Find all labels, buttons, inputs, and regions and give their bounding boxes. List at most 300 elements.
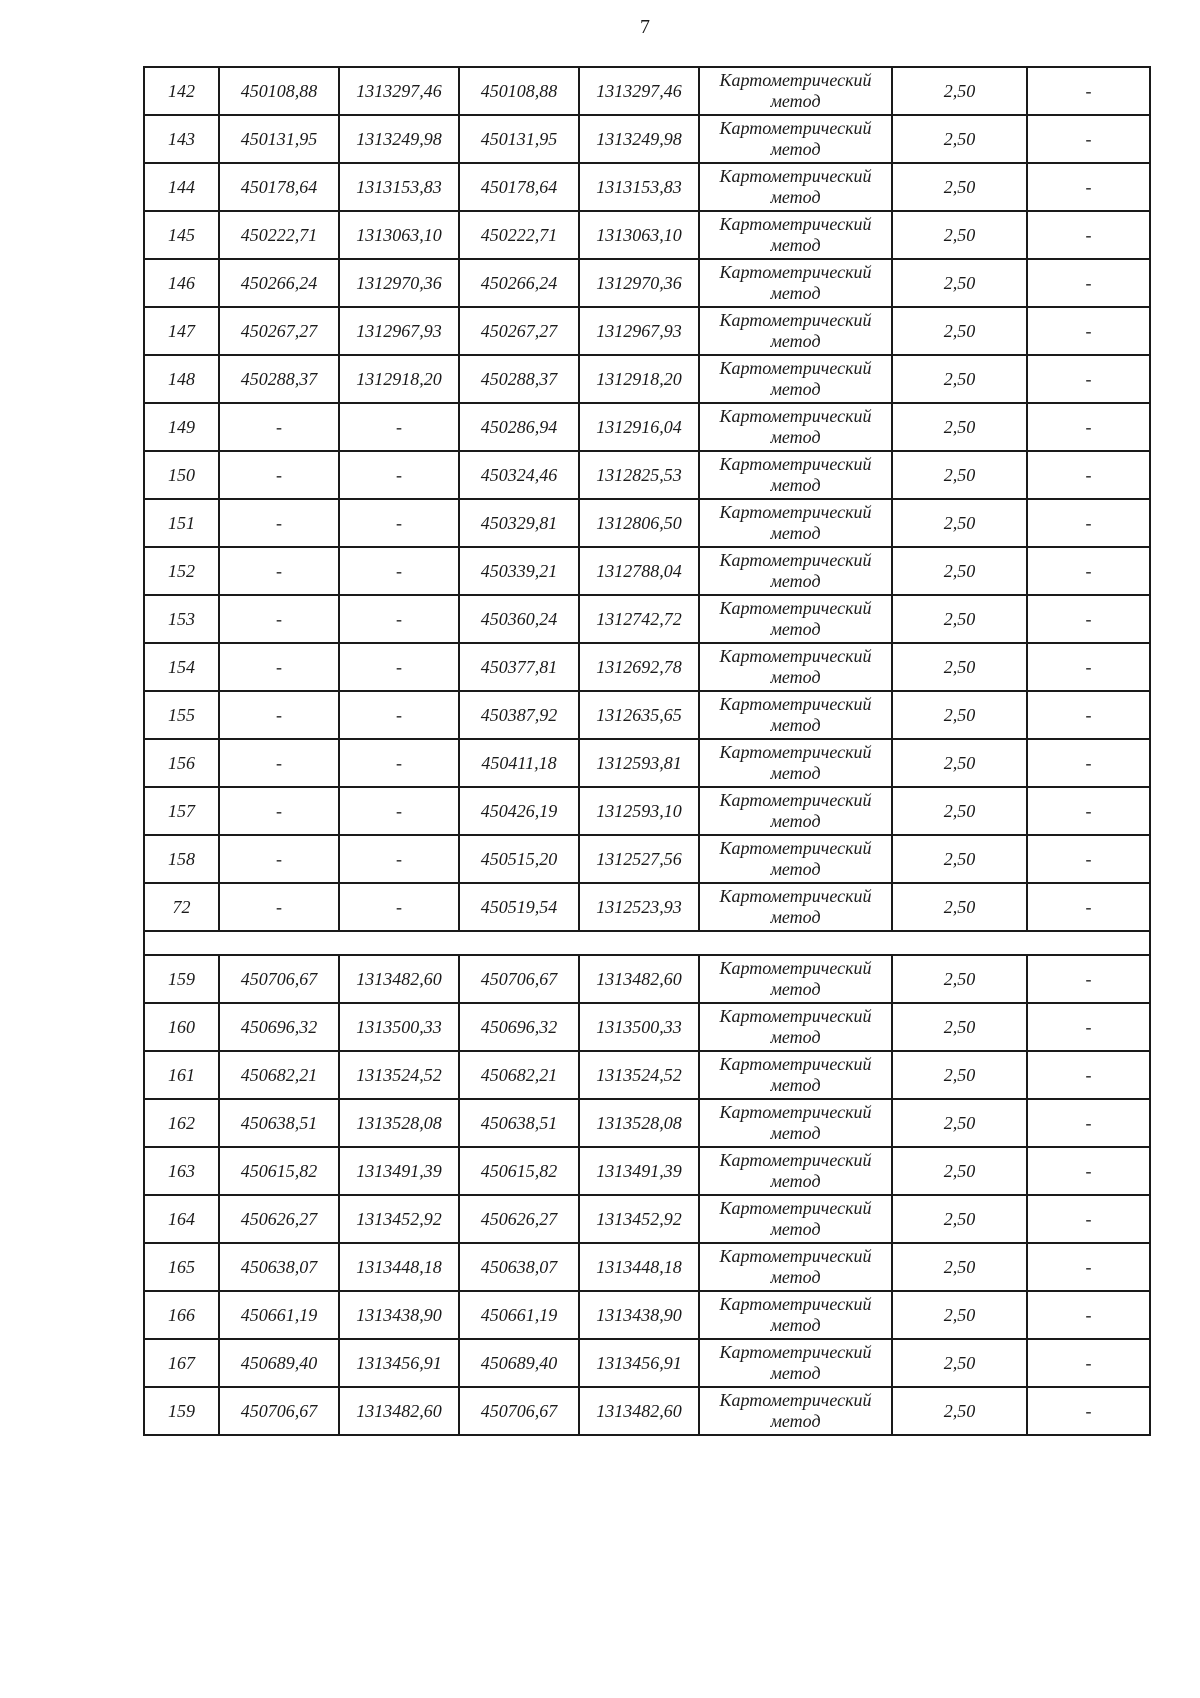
x-refined-cell: 450222,71 (459, 211, 579, 259)
accuracy-cell: 2,50 (892, 787, 1027, 835)
x-existing-cell: 450661,19 (219, 1291, 339, 1339)
x-existing-cell: - (219, 739, 339, 787)
x-existing-cell: 450266,24 (219, 259, 339, 307)
y-existing-cell: - (339, 835, 459, 883)
method-line-2: метод (770, 427, 821, 447)
accuracy-cell: 2,50 (892, 499, 1027, 547)
description-cell: - (1027, 499, 1150, 547)
y-existing-cell: - (339, 691, 459, 739)
table-row (144, 547, 1150, 595)
accuracy-cell: 2,50 (892, 1051, 1027, 1099)
y-refined-cell: 1313528,08 (579, 1099, 699, 1147)
description-cell: - (1027, 1339, 1150, 1387)
y-refined-cell: 1313482,60 (579, 1387, 699, 1435)
x-existing-cell: - (219, 547, 339, 595)
method-line-2: метод (770, 1171, 821, 1191)
x-refined-cell: 450519,54 (459, 883, 579, 931)
y-refined-cell: 1313297,46 (579, 67, 699, 115)
accuracy-cell: 2,50 (892, 355, 1027, 403)
x-refined-cell: 450108,88 (459, 67, 579, 115)
method-line-1: Картометрический (719, 694, 872, 714)
method-cell (699, 355, 892, 403)
method-line-2: метод (770, 91, 821, 111)
y-refined-cell: 1312635,65 (579, 691, 699, 739)
y-refined-cell: 1312970,36 (579, 259, 699, 307)
point-number-cell: 159 (144, 1387, 219, 1435)
description-cell: - (1027, 739, 1150, 787)
table-row (144, 67, 1150, 115)
y-existing-cell: 1313448,18 (339, 1243, 459, 1291)
method-line-2: метод (770, 715, 821, 735)
contour-separator-cell (144, 931, 1150, 955)
coordinates-table-body (144, 67, 1150, 1435)
method-line-1: Картометрический (719, 646, 872, 666)
table-row (144, 1339, 1150, 1387)
point-number-cell: 144 (144, 163, 219, 211)
description-cell: - (1027, 547, 1150, 595)
accuracy-cell: 2,50 (892, 115, 1027, 163)
x-refined-cell: 450286,94 (459, 403, 579, 451)
table-row (144, 355, 1150, 403)
method-line-2: метод (770, 523, 821, 543)
y-existing-cell: 1313297,46 (339, 67, 459, 115)
point-number-cell: 152 (144, 547, 219, 595)
description-cell: - (1027, 115, 1150, 163)
method-line-1: Картометрический (719, 886, 872, 906)
y-existing-cell: - (339, 883, 459, 931)
x-refined-cell: 450682,21 (459, 1051, 579, 1099)
table-row (144, 739, 1150, 787)
accuracy-cell: 2,50 (892, 451, 1027, 499)
y-refined-cell: 1313456,91 (579, 1339, 699, 1387)
method-cell (699, 67, 892, 115)
x-existing-cell: 450222,71 (219, 211, 339, 259)
method-line-2: метод (770, 619, 821, 639)
description-cell: - (1027, 259, 1150, 307)
x-existing-cell: 450638,07 (219, 1243, 339, 1291)
method-line-1: Картометрический (719, 1102, 872, 1122)
accuracy-cell: 2,50 (892, 1003, 1027, 1051)
x-existing-cell: 450108,88 (219, 67, 339, 115)
method-line-1: Картометрический (719, 790, 872, 810)
x-existing-cell: 450615,82 (219, 1147, 339, 1195)
table-row (144, 595, 1150, 643)
method-cell (699, 643, 892, 691)
x-existing-cell: 450267,27 (219, 307, 339, 355)
x-refined-cell: 450178,64 (459, 163, 579, 211)
table-row (144, 1243, 1150, 1291)
point-number-cell: 160 (144, 1003, 219, 1051)
method-cell (699, 883, 892, 931)
y-refined-cell: 1313063,10 (579, 211, 699, 259)
table-row (144, 691, 1150, 739)
y-existing-cell: - (339, 547, 459, 595)
y-refined-cell: 1312916,04 (579, 403, 699, 451)
method-cell (699, 1099, 892, 1147)
table-row (144, 1003, 1150, 1051)
point-number-cell: 148 (144, 355, 219, 403)
accuracy-cell: 2,50 (892, 595, 1027, 643)
method-line-1: Картометрический (719, 1390, 872, 1410)
y-existing-cell: 1313063,10 (339, 211, 459, 259)
method-cell (699, 307, 892, 355)
method-line-2: метод (770, 1267, 821, 1287)
y-existing-cell: 1313452,92 (339, 1195, 459, 1243)
x-refined-cell: 450696,32 (459, 1003, 579, 1051)
y-existing-cell: - (339, 451, 459, 499)
method-line-1: Картометрический (719, 1054, 872, 1074)
description-cell: - (1027, 643, 1150, 691)
y-existing-cell: 1313456,91 (339, 1339, 459, 1387)
description-cell: - (1027, 1291, 1150, 1339)
y-refined-cell: 1312523,93 (579, 883, 699, 931)
method-line-2: метод (770, 1363, 821, 1383)
point-number-cell: 143 (144, 115, 219, 163)
table-row (144, 499, 1150, 547)
method-cell (699, 595, 892, 643)
y-refined-cell: 1313500,33 (579, 1003, 699, 1051)
y-existing-cell: 1312918,20 (339, 355, 459, 403)
description-cell: - (1027, 1003, 1150, 1051)
point-number-cell: 72 (144, 883, 219, 931)
method-line-2: метод (770, 235, 821, 255)
y-existing-cell: - (339, 787, 459, 835)
point-number-cell: 157 (144, 787, 219, 835)
description-cell: - (1027, 787, 1150, 835)
y-refined-cell: 1312593,10 (579, 787, 699, 835)
method-line-1: Картометрический (719, 958, 872, 978)
method-cell (699, 739, 892, 787)
method-line-2: метод (770, 187, 821, 207)
point-number-cell: 150 (144, 451, 219, 499)
method-cell (699, 1291, 892, 1339)
x-refined-cell: 450661,19 (459, 1291, 579, 1339)
x-refined-cell: 450360,24 (459, 595, 579, 643)
point-number-cell: 156 (144, 739, 219, 787)
table-row (144, 787, 1150, 835)
method-line-1: Картометрический (719, 1246, 872, 1266)
method-line-2: метод (770, 283, 821, 303)
method-line-2: метод (770, 1315, 821, 1335)
description-cell: - (1027, 1243, 1150, 1291)
x-existing-cell: 450706,67 (219, 1387, 339, 1435)
y-existing-cell: 1313249,98 (339, 115, 459, 163)
x-existing-cell: - (219, 643, 339, 691)
x-existing-cell: 450288,37 (219, 355, 339, 403)
method-line-2: метод (770, 811, 821, 831)
method-line-1: Картометрический (719, 1342, 872, 1362)
method-cell (699, 835, 892, 883)
method-cell (699, 691, 892, 739)
method-cell (699, 787, 892, 835)
method-cell (699, 211, 892, 259)
y-existing-cell: - (339, 643, 459, 691)
y-existing-cell: 1313528,08 (339, 1099, 459, 1147)
x-refined-cell: 450638,07 (459, 1243, 579, 1291)
description-cell: - (1027, 67, 1150, 115)
table-row (144, 1099, 1150, 1147)
description-cell: - (1027, 1147, 1150, 1195)
description-cell: - (1027, 163, 1150, 211)
x-existing-cell: - (219, 883, 339, 931)
page-number: 7 (640, 16, 650, 38)
x-existing-cell: - (219, 595, 339, 643)
description-cell: - (1027, 883, 1150, 931)
method-line-1: Картометрический (719, 70, 872, 90)
accuracy-cell: 2,50 (892, 307, 1027, 355)
method-line-1: Картометрический (719, 502, 872, 522)
y-existing-cell: 1312970,36 (339, 259, 459, 307)
point-number-cell: 167 (144, 1339, 219, 1387)
point-number-cell: 153 (144, 595, 219, 643)
y-existing-cell: - (339, 595, 459, 643)
x-refined-cell: 450267,27 (459, 307, 579, 355)
x-refined-cell: 450615,82 (459, 1147, 579, 1195)
accuracy-cell: 2,50 (892, 955, 1027, 1003)
method-line-2: метод (770, 475, 821, 495)
accuracy-cell: 2,50 (892, 1099, 1027, 1147)
y-existing-cell: - (339, 739, 459, 787)
x-existing-cell: - (219, 787, 339, 835)
y-existing-cell: 1313482,60 (339, 955, 459, 1003)
point-number-cell: 161 (144, 1051, 219, 1099)
accuracy-cell: 2,50 (892, 259, 1027, 307)
method-line-2: метод (770, 331, 821, 351)
table-row (144, 955, 1150, 1003)
method-line-2: метод (770, 1411, 821, 1431)
point-number-cell: 154 (144, 643, 219, 691)
method-line-2: метод (770, 907, 821, 927)
table-row (144, 307, 1150, 355)
method-line-1: Картометрический (719, 598, 872, 618)
method-cell (699, 451, 892, 499)
method-line-2: метод (770, 1219, 821, 1239)
table-row (144, 1051, 1150, 1099)
accuracy-cell: 2,50 (892, 1195, 1027, 1243)
method-cell (699, 1243, 892, 1291)
x-existing-cell: 450706,67 (219, 955, 339, 1003)
y-existing-cell: 1313153,83 (339, 163, 459, 211)
point-number-cell: 159 (144, 955, 219, 1003)
method-line-2: метод (770, 1075, 821, 1095)
description-cell: - (1027, 595, 1150, 643)
accuracy-cell: 2,50 (892, 1339, 1027, 1387)
y-refined-cell: 1313482,60 (579, 955, 699, 1003)
accuracy-cell: 2,50 (892, 883, 1027, 931)
method-line-1: Картометрический (719, 310, 872, 330)
y-existing-cell: 1312967,93 (339, 307, 459, 355)
y-refined-cell: 1312593,81 (579, 739, 699, 787)
accuracy-cell: 2,50 (892, 67, 1027, 115)
method-cell (699, 1147, 892, 1195)
table-row (144, 883, 1150, 931)
y-existing-cell: - (339, 403, 459, 451)
method-line-2: метод (770, 763, 821, 783)
method-line-1: Картометрический (719, 742, 872, 762)
accuracy-cell: 2,50 (892, 163, 1027, 211)
y-refined-cell: 1312825,53 (579, 451, 699, 499)
method-cell (699, 1003, 892, 1051)
accuracy-cell: 2,50 (892, 1243, 1027, 1291)
x-refined-cell: 450329,81 (459, 499, 579, 547)
x-refined-cell: 450626,27 (459, 1195, 579, 1243)
x-refined-cell: 450638,51 (459, 1099, 579, 1147)
table-row (144, 403, 1150, 451)
description-cell: - (1027, 355, 1150, 403)
method-line-2: метод (770, 667, 821, 687)
y-existing-cell: 1313500,33 (339, 1003, 459, 1051)
accuracy-cell: 2,50 (892, 739, 1027, 787)
x-refined-cell: 450266,24 (459, 259, 579, 307)
method-line-2: метод (770, 1027, 821, 1047)
method-cell (699, 163, 892, 211)
accuracy-cell: 2,50 (892, 1291, 1027, 1339)
y-existing-cell: 1313438,90 (339, 1291, 459, 1339)
method-cell (699, 1051, 892, 1099)
x-existing-cell: - (219, 691, 339, 739)
description-cell: - (1027, 1099, 1150, 1147)
point-number-cell: 151 (144, 499, 219, 547)
method-line-1: Картометрический (719, 1006, 872, 1026)
description-cell: - (1027, 1051, 1150, 1099)
point-number-cell: 155 (144, 691, 219, 739)
table-row (144, 259, 1150, 307)
coordinates-table (143, 66, 1151, 1436)
y-refined-cell: 1313153,83 (579, 163, 699, 211)
description-cell: - (1027, 451, 1150, 499)
point-number-cell: 166 (144, 1291, 219, 1339)
method-cell (699, 547, 892, 595)
accuracy-cell: 2,50 (892, 1147, 1027, 1195)
description-cell: - (1027, 211, 1150, 259)
y-refined-cell: 1313452,92 (579, 1195, 699, 1243)
table-row (144, 1147, 1150, 1195)
method-line-1: Картометрический (719, 550, 872, 570)
x-existing-cell: - (219, 499, 339, 547)
x-refined-cell: 450426,19 (459, 787, 579, 835)
method-line-1: Картометрический (719, 214, 872, 234)
method-cell (699, 1195, 892, 1243)
point-number-cell: 163 (144, 1147, 219, 1195)
x-existing-cell: - (219, 451, 339, 499)
x-refined-cell: 450411,18 (459, 739, 579, 787)
table-row (144, 163, 1150, 211)
y-refined-cell: 1312742,72 (579, 595, 699, 643)
accuracy-cell: 2,50 (892, 1387, 1027, 1435)
x-refined-cell: 450288,37 (459, 355, 579, 403)
description-cell: - (1027, 403, 1150, 451)
x-existing-cell: 450638,51 (219, 1099, 339, 1147)
table-row (144, 643, 1150, 691)
method-line-2: метод (770, 379, 821, 399)
accuracy-cell: 2,50 (892, 835, 1027, 883)
x-refined-cell: 450689,40 (459, 1339, 579, 1387)
accuracy-cell: 2,50 (892, 403, 1027, 451)
y-refined-cell: 1313249,98 (579, 115, 699, 163)
method-cell (699, 1387, 892, 1435)
y-refined-cell: 1312692,78 (579, 643, 699, 691)
table-row (144, 211, 1150, 259)
method-cell (699, 403, 892, 451)
point-number-cell: 142 (144, 67, 219, 115)
accuracy-cell: 2,50 (892, 211, 1027, 259)
y-refined-cell: 1312806,50 (579, 499, 699, 547)
table-row (144, 1291, 1150, 1339)
method-line-1: Картометрический (719, 1294, 872, 1314)
method-line-1: Картометрический (719, 1198, 872, 1218)
method-line-2: метод (770, 571, 821, 591)
method-line-1: Картометрический (719, 166, 872, 186)
x-existing-cell: 450626,27 (219, 1195, 339, 1243)
x-existing-cell: 450682,21 (219, 1051, 339, 1099)
y-existing-cell: 1313524,52 (339, 1051, 459, 1099)
method-line-2: метод (770, 979, 821, 999)
x-refined-cell: 450324,46 (459, 451, 579, 499)
point-number-cell: 165 (144, 1243, 219, 1291)
method-cell (699, 259, 892, 307)
point-number-cell: 149 (144, 403, 219, 451)
method-line-1: Картометрический (719, 1150, 872, 1170)
method-cell (699, 955, 892, 1003)
method-line-1: Картометрический (719, 358, 872, 378)
method-line-1: Картометрический (719, 262, 872, 282)
x-existing-cell: 450178,64 (219, 163, 339, 211)
point-number-cell: 147 (144, 307, 219, 355)
table-row (144, 835, 1150, 883)
accuracy-cell: 2,50 (892, 547, 1027, 595)
y-refined-cell: 1312788,04 (579, 547, 699, 595)
y-existing-cell: 1313482,60 (339, 1387, 459, 1435)
accuracy-cell: 2,50 (892, 691, 1027, 739)
method-line-2: метод (770, 139, 821, 159)
table-row (144, 115, 1150, 163)
point-number-cell: 145 (144, 211, 219, 259)
description-cell: - (1027, 307, 1150, 355)
x-refined-cell: 450339,21 (459, 547, 579, 595)
x-existing-cell: 450131,95 (219, 115, 339, 163)
x-existing-cell: 450696,32 (219, 1003, 339, 1051)
x-refined-cell: 450131,95 (459, 115, 579, 163)
description-cell: - (1027, 691, 1150, 739)
contour-separator-row (144, 931, 1150, 955)
x-refined-cell: 450387,92 (459, 691, 579, 739)
method-line-1: Картометрический (719, 118, 872, 138)
x-refined-cell: 450515,20 (459, 835, 579, 883)
method-line-1: Картометрический (719, 838, 872, 858)
description-cell: - (1027, 1195, 1150, 1243)
x-refined-cell: 450706,67 (459, 955, 579, 1003)
y-refined-cell: 1312967,93 (579, 307, 699, 355)
description-cell: - (1027, 955, 1150, 1003)
x-refined-cell: 450377,81 (459, 643, 579, 691)
method-line-1: Картометрический (719, 406, 872, 426)
x-refined-cell: 450706,67 (459, 1387, 579, 1435)
method-line-2: метод (770, 1123, 821, 1143)
x-existing-cell: - (219, 403, 339, 451)
accuracy-cell: 2,50 (892, 643, 1027, 691)
description-cell: - (1027, 1387, 1150, 1435)
x-existing-cell: - (219, 835, 339, 883)
table-row (144, 1387, 1150, 1435)
point-number-cell: 164 (144, 1195, 219, 1243)
y-refined-cell: 1313448,18 (579, 1243, 699, 1291)
y-existing-cell: 1313491,39 (339, 1147, 459, 1195)
table-row (144, 1195, 1150, 1243)
point-number-cell: 146 (144, 259, 219, 307)
y-refined-cell: 1312527,56 (579, 835, 699, 883)
table-row (144, 451, 1150, 499)
x-existing-cell: 450689,40 (219, 1339, 339, 1387)
